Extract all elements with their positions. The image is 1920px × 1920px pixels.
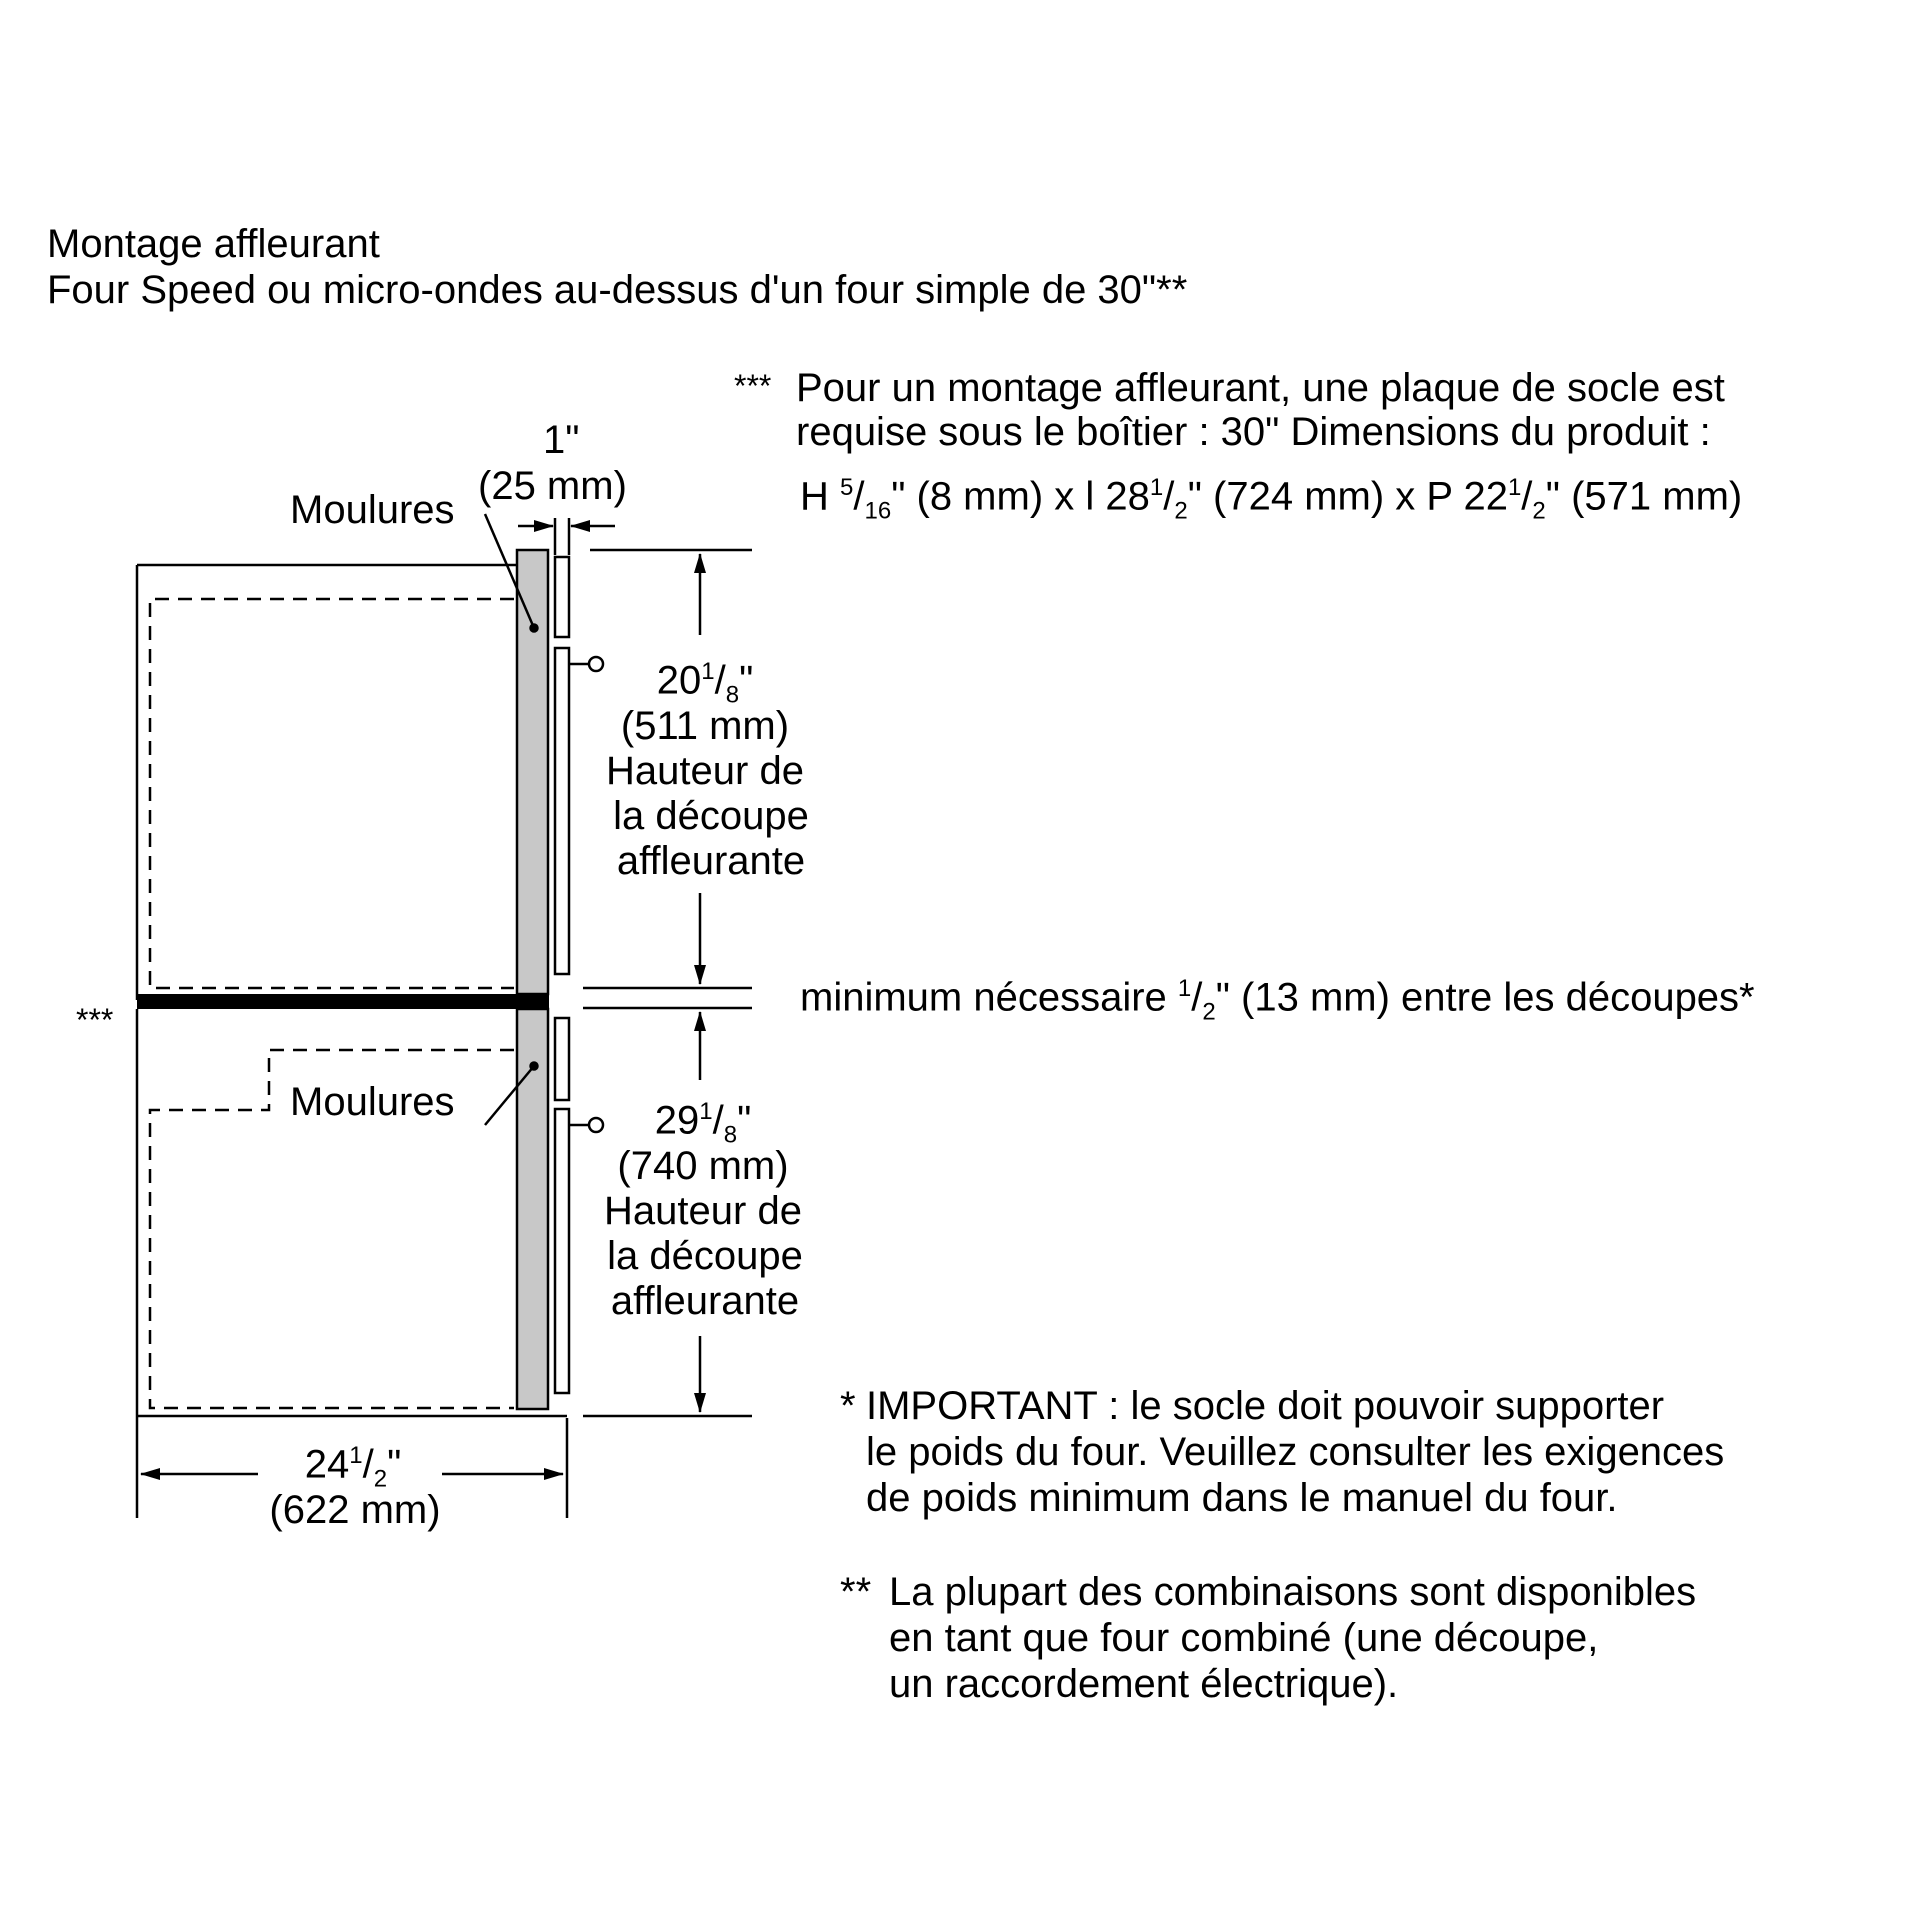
upper-height-mm: (511 mm) (620, 704, 790, 748)
width-mm: (622 mm) (269, 1488, 441, 1532)
combination-note-marker: ** (840, 1570, 872, 1614)
lower-height-desc-2: la découpe (607, 1234, 803, 1278)
moulures-label-bottom: Moulures (290, 1080, 455, 1124)
lower-height-inch: $29^1/_8$" (654, 1098, 752, 1149)
lower-door (555, 1109, 569, 1393)
moulures-label-top: Moulures (290, 488, 455, 532)
upper-handle (569, 657, 603, 671)
upper-height-desc-1: Hauteur de (606, 749, 804, 793)
diagram-subtitle (47, 270, 1187, 310)
lower-height-desc-3: affleurante (610, 1279, 800, 1323)
combination-note-line-1: La plupart des combinaisons sont disponibles (889, 1570, 1697, 1614)
plinth-note-line-2: requise sous le boîtier : 30" Dimensions du produit : (796, 410, 1711, 454)
upper-height-desc-3: affleurante (616, 839, 806, 883)
upper-height-inch: $20^1/_8$" (656, 658, 754, 709)
lower-height-desc-1: Hauteur de (604, 1189, 802, 1233)
important-note-line-3: de poids minimum dans le manuel du four. (866, 1476, 1618, 1520)
plinth-note-marker: *** (734, 368, 772, 404)
upper-trim (517, 550, 548, 994)
plinth-note-line-3: H $^5/_{16}$" (8 mm) x l $28^1/_2$" (724 mm) x P $22^1/_2$" (571 mm) (800, 474, 1743, 525)
trim-width-inch: 1" (543, 418, 580, 462)
upper-oven-dashed-outline (150, 599, 514, 988)
plinth-marker: *** (76, 1002, 114, 1038)
lower-control-panel (555, 1018, 569, 1100)
width-inch: $24^1/_2$" (304, 1442, 402, 1493)
diagram-title (47, 224, 380, 264)
gap-dimension-text: minimum nécessaire $^1/_2$" (13 mm) entre les découpes* (800, 975, 1755, 1026)
upper-height-desc-2: la découpe (613, 794, 809, 838)
important-note-line-2: le poids du four. Veuillez consulter les exigences (866, 1430, 1725, 1474)
plinth-note-line-1: Pour un montage affleurant, une plaque de socle est (796, 366, 1725, 410)
important-note-line-1: IMPORTANT : le socle doit pouvoir supporter (866, 1384, 1665, 1428)
lower-height-mm: (740 mm) (617, 1144, 789, 1188)
title-line-1: Montage affleurant (47, 222, 380, 266)
title-line-2: Four Speed ou micro-ondes au-dessus d'un four simple de 30"** (47, 268, 1188, 312)
lower-handle (569, 1118, 603, 1132)
plinth-plate (137, 994, 549, 1009)
upper-cabinet (137, 565, 517, 1000)
upper-control-panel (555, 557, 569, 637)
important-note-marker: * (840, 1384, 856, 1428)
trim-width-mm: (25 mm) (478, 464, 627, 508)
combination-note-line-3: un raccordement électrique). (889, 1662, 1399, 1706)
combination-note-line-2: en tant que four combiné (une découpe, (889, 1616, 1599, 1660)
upper-door (555, 648, 569, 974)
